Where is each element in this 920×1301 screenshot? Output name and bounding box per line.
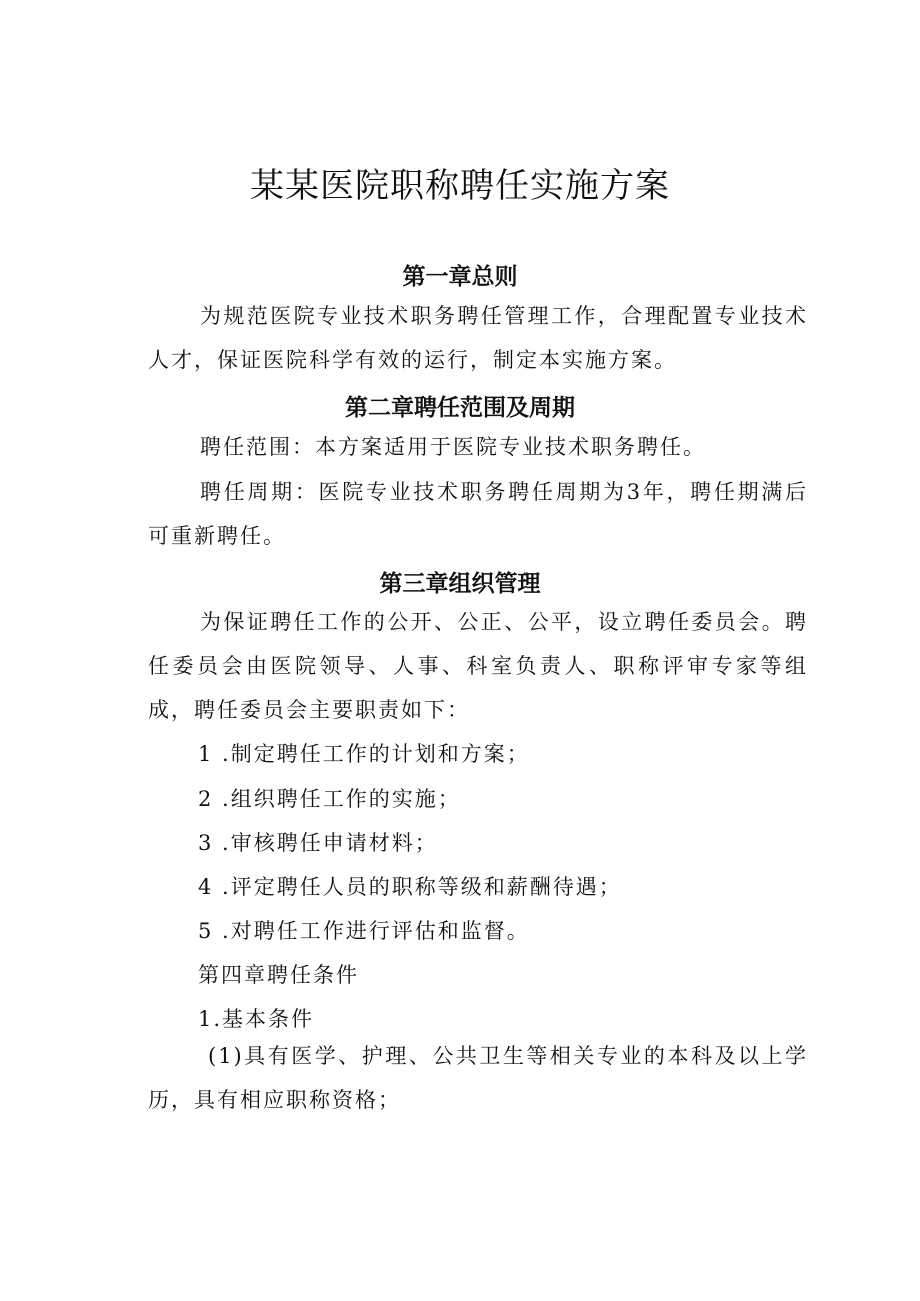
chapter-1-paragraph: 为规范医院专业技术职务聘任管理工作，合理配置专业技术人才，保证医院科学有效的运行，制定本实施方案。	[148, 304, 808, 372]
document-title: 某某医院职称聘任实施方案	[250, 166, 670, 206]
duty-item-4: 4 .评定聘任人员的职称等级和薪酬待遇；	[198, 875, 622, 899]
chapter-3-heading: 第三章组织管理	[379, 571, 541, 597]
duty-item-5: 5 .对聘任工作进行评估和监督。	[198, 919, 530, 943]
chapter-2-period: 聘任周期：医院专业技术职务聘任周期为3年，聘任期满后可重新聘任。	[148, 480, 808, 548]
chapter-1-heading: 第一章总则	[402, 264, 518, 290]
chapter-2-heading: 第二章聘任范围及周期	[345, 395, 575, 421]
chapter-4-condition-1: (1)具有医学、护理、公共卫生等相关专业的本科及以上学历，具有相应职称资格；	[148, 1044, 808, 1112]
duty-item-2: 2 .组织聘任工作的实施；	[198, 787, 461, 811]
chapter-3-paragraph: 为保证聘任工作的公开、公正、公平，设立聘任委员会。聘任委员会由医院领导、人事、科室负责人、职称评审专家等组成，聘任委员会主要职责如下：	[148, 610, 808, 722]
chapter-2-scope: 聘任范围：本方案适用于医院专业技术职务聘任。	[200, 435, 706, 459]
chapter-4-heading: 第四章聘任条件	[198, 963, 359, 987]
duty-item-3: 3 .审核聘任申请材料；	[198, 831, 438, 855]
duty-item-1: 1 .制定聘任工作的计划和方案；	[198, 742, 530, 766]
chapter-4-subheading: 1.基本条件	[198, 1007, 315, 1031]
